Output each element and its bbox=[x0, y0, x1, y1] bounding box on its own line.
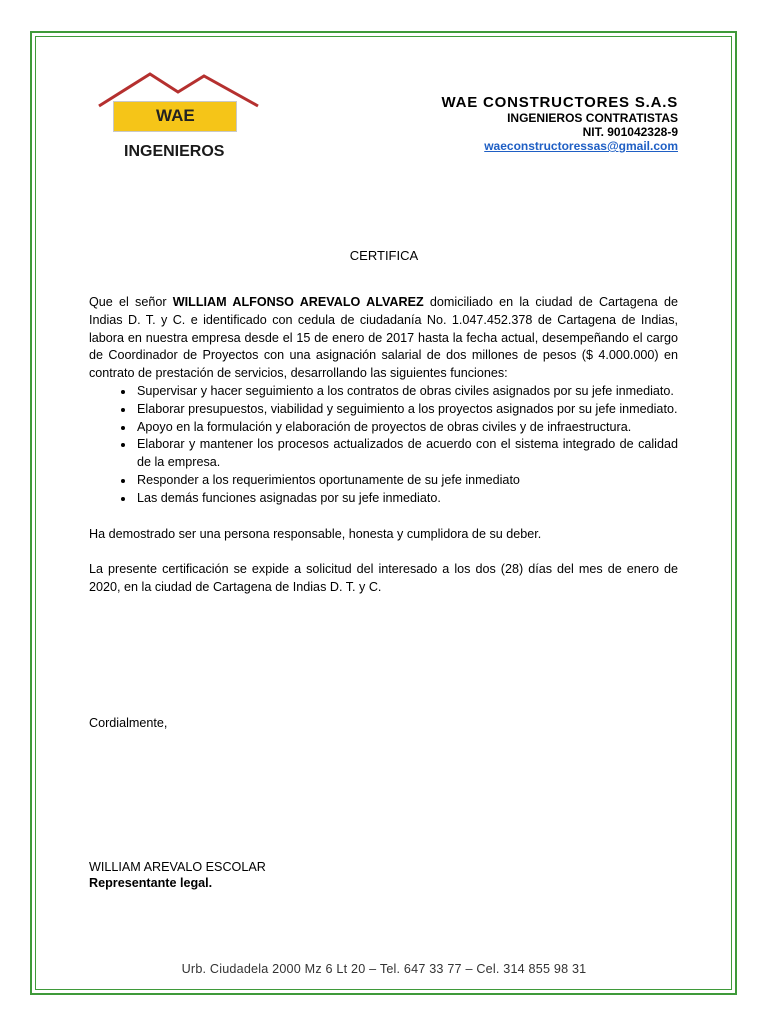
closing-text: Cordialmente, bbox=[89, 716, 168, 730]
company-name: WAE CONSTRUCTORES S.A.S bbox=[441, 94, 678, 111]
intro-pre: Que el señor bbox=[89, 295, 173, 309]
list-item: • Responder a los requerimientos oportunamente de su jefe inmediato bbox=[135, 472, 678, 490]
list-item: • Elaborar y mantener los procesos actualizados de acuerdo con el sistema integrado de calidad de la empresa. bbox=[135, 436, 678, 472]
signature-block bbox=[89, 859, 266, 891]
company-logo bbox=[96, 68, 262, 168]
company-nit: NIT. 901042328-9 bbox=[582, 125, 678, 139]
footer-address: Urb. Ciudadela 2000 Mz 6 Lt 20 – Tel. 647 33 77 – Cel. 314 855 98 31 bbox=[181, 962, 587, 976]
intro-post: domiciliado en la ciudad de Cartagena de Indias D. T. y C. e identificado con cedula de ciudadanía No. 1.047.452.378 de Cartagena de Indias, labora en nuestra empresa desde el 15 de enero de 2017 hasta la fecha actual, desempeñando el cargo de Coordinador de Proyectos con una asignación salarial de dos millones de pesos ($ 4.000.000) en contrato de prestación de servicios, desarrollando las siguientes funciones: bbox=[89, 295, 678, 381]
intro-paragraph bbox=[89, 294, 678, 383]
signer-title: Representante legal. bbox=[89, 876, 213, 890]
document-body bbox=[89, 294, 678, 597]
functions-list bbox=[89, 383, 678, 508]
company-subtitle: INGENIEROS CONTRATISTAS bbox=[507, 111, 678, 125]
document-title: CERTIFICA bbox=[349, 248, 419, 263]
issuance-paragraph: La presente certificación se expide a solicitud del interesado a los dos (28) días del mes de enero de 2020, en la ciudad de Cartagena de Indias D. T. y C. bbox=[89, 562, 678, 595]
list-item: • Elaborar presupuestos, viabilidad y seguimiento a los proyectos asignados por su jefe inmediato. bbox=[135, 401, 678, 419]
character-paragraph: Ha demostrado ser una persona responsable, honesta y cumplidora de su deber. bbox=[89, 526, 542, 541]
list-item: • Apoyo en la formulación y elaboración de proyectos de obras civiles y de infraestructura. bbox=[135, 419, 678, 437]
logo-wae-text: WAE bbox=[156, 106, 195, 125]
logo-caption: INGENIEROS bbox=[124, 143, 225, 160]
employee-name: WILLIAM ALFONSO AREVALO ALVAREZ bbox=[172, 295, 424, 309]
list-item: • Las demás funciones asignadas por su jefe inmediato. bbox=[135, 490, 678, 508]
signer-name: WILLIAM AREVALO ESCOLAR bbox=[89, 860, 266, 874]
list-item: • Supervisar y hacer seguimiento a los contratos de obras civiles asignados por su jefe inmediato. bbox=[135, 383, 678, 401]
company-header bbox=[318, 94, 678, 153]
company-email-link[interactable]: waeconstructoressas@gmail.com bbox=[484, 139, 678, 153]
